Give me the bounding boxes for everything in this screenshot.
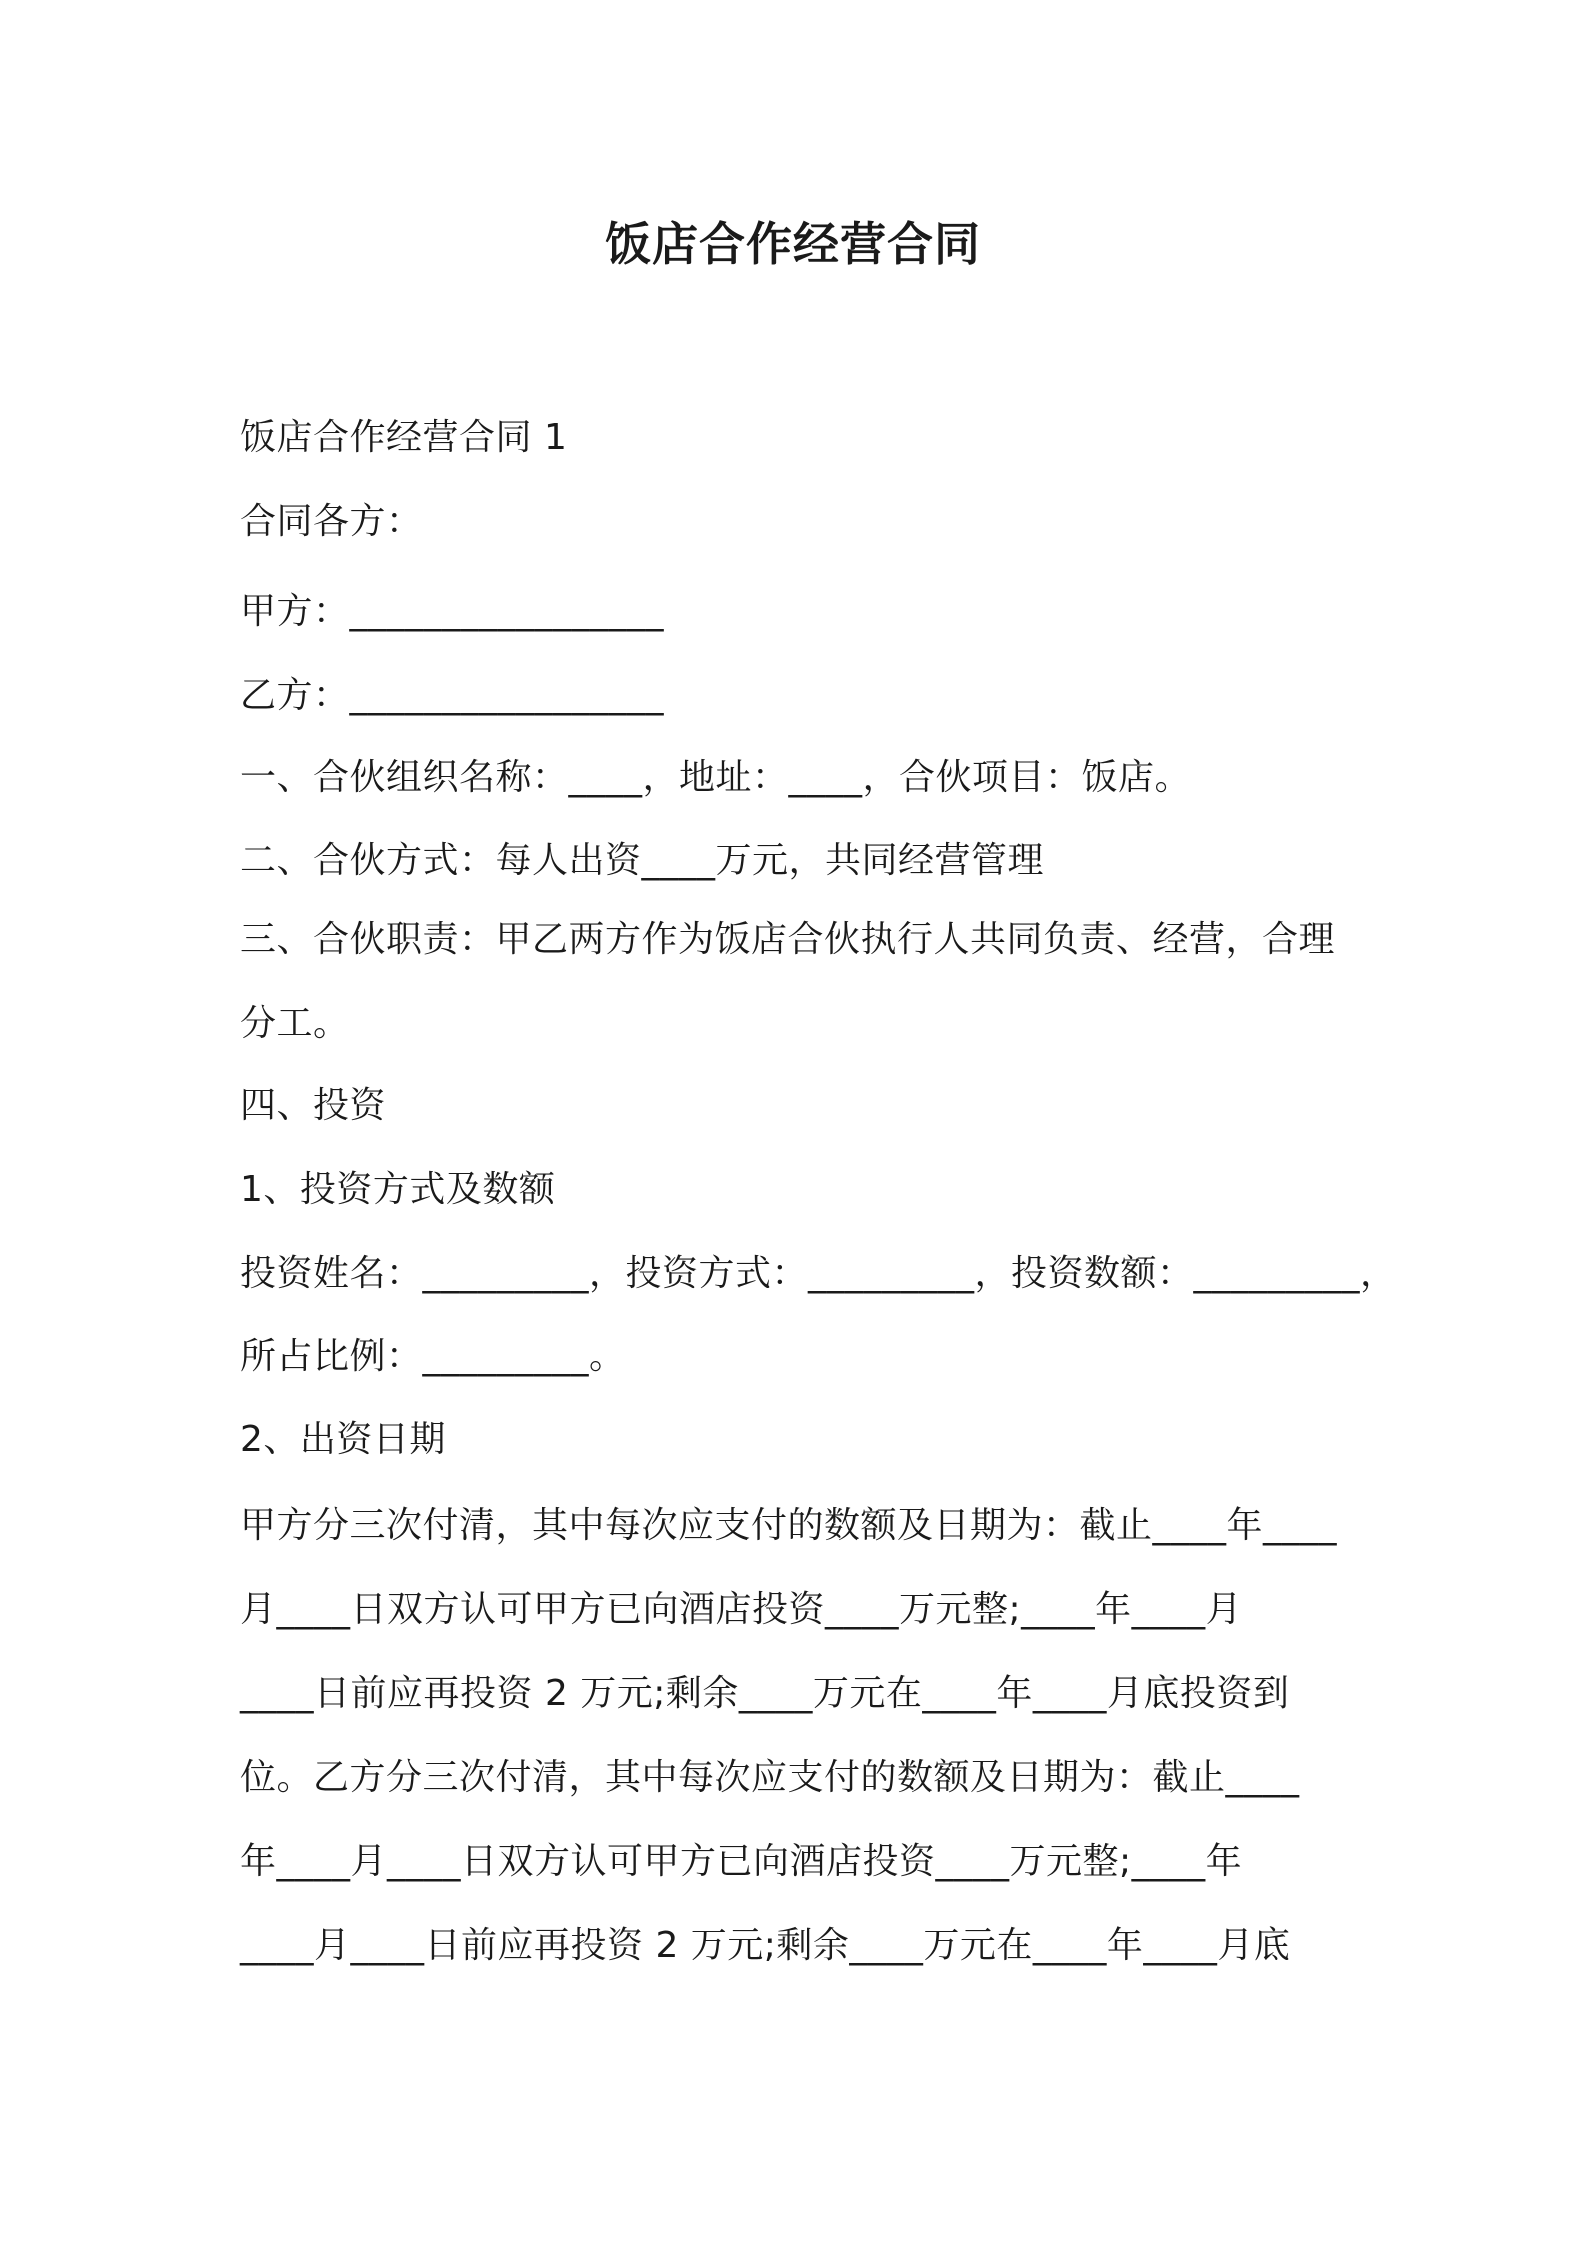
payment-line-4: 位。乙方分三次付清，其中每次应支付的数额及日期为：截止____ — [240, 1757, 1300, 1798]
clause-1-line: 一、合伙组织名称：____，地址：____，合伙项目：饭店。 — [240, 757, 1192, 798]
clause-2-line: 二、合伙方式：每人出资____万元，共同经营管理 — [240, 840, 1045, 881]
document-title: 饭店合作经营合同 — [605, 217, 981, 271]
party-b-line: 乙方：_________________ — [240, 675, 665, 716]
clause-4-heading: 四、投资 — [240, 1085, 387, 1126]
parties-heading: 合同各方： — [240, 501, 423, 542]
clause-3-line-cont: 分工。 — [240, 1003, 350, 1044]
payment-line-2: 月____日双方认可甲方已向酒店投资____万元整;____年____月 — [240, 1589, 1243, 1630]
subclause-2-heading: 2、出资日期 — [240, 1419, 446, 1460]
payment-line-6: ____月____日前应再投资 2 万元;剩余____万元在____年____月底 — [240, 1925, 1291, 1966]
payment-line-1: 甲方分三次付清，其中每次应支付的数额及日期为：截止____年____ — [240, 1505, 1338, 1546]
party-a-line: 甲方：_________________ — [240, 591, 665, 632]
payment-line-5: 年____月____日双方认可甲方已向酒店投资____万元整;____年 — [240, 1841, 1243, 1882]
subtitle-line: 饭店合作经营合同 1 — [240, 417, 568, 458]
payment-line-3: ____日前应再投资 2 万元;剩余____万元在____年____月底投资到 — [240, 1673, 1290, 1714]
investment-line-1: 投资姓名：_________，投资方式：_________，投资数额：_________， — [240, 1253, 1397, 1294]
investment-line-2: 所占比例：_________。 — [240, 1336, 626, 1377]
subclause-1-heading: 1、投资方式及数额 — [240, 1169, 556, 1210]
clause-3-line: 三、合伙职责：甲乙两方作为饭店合伙执行人共同负责、经营，合理 — [240, 919, 1336, 960]
